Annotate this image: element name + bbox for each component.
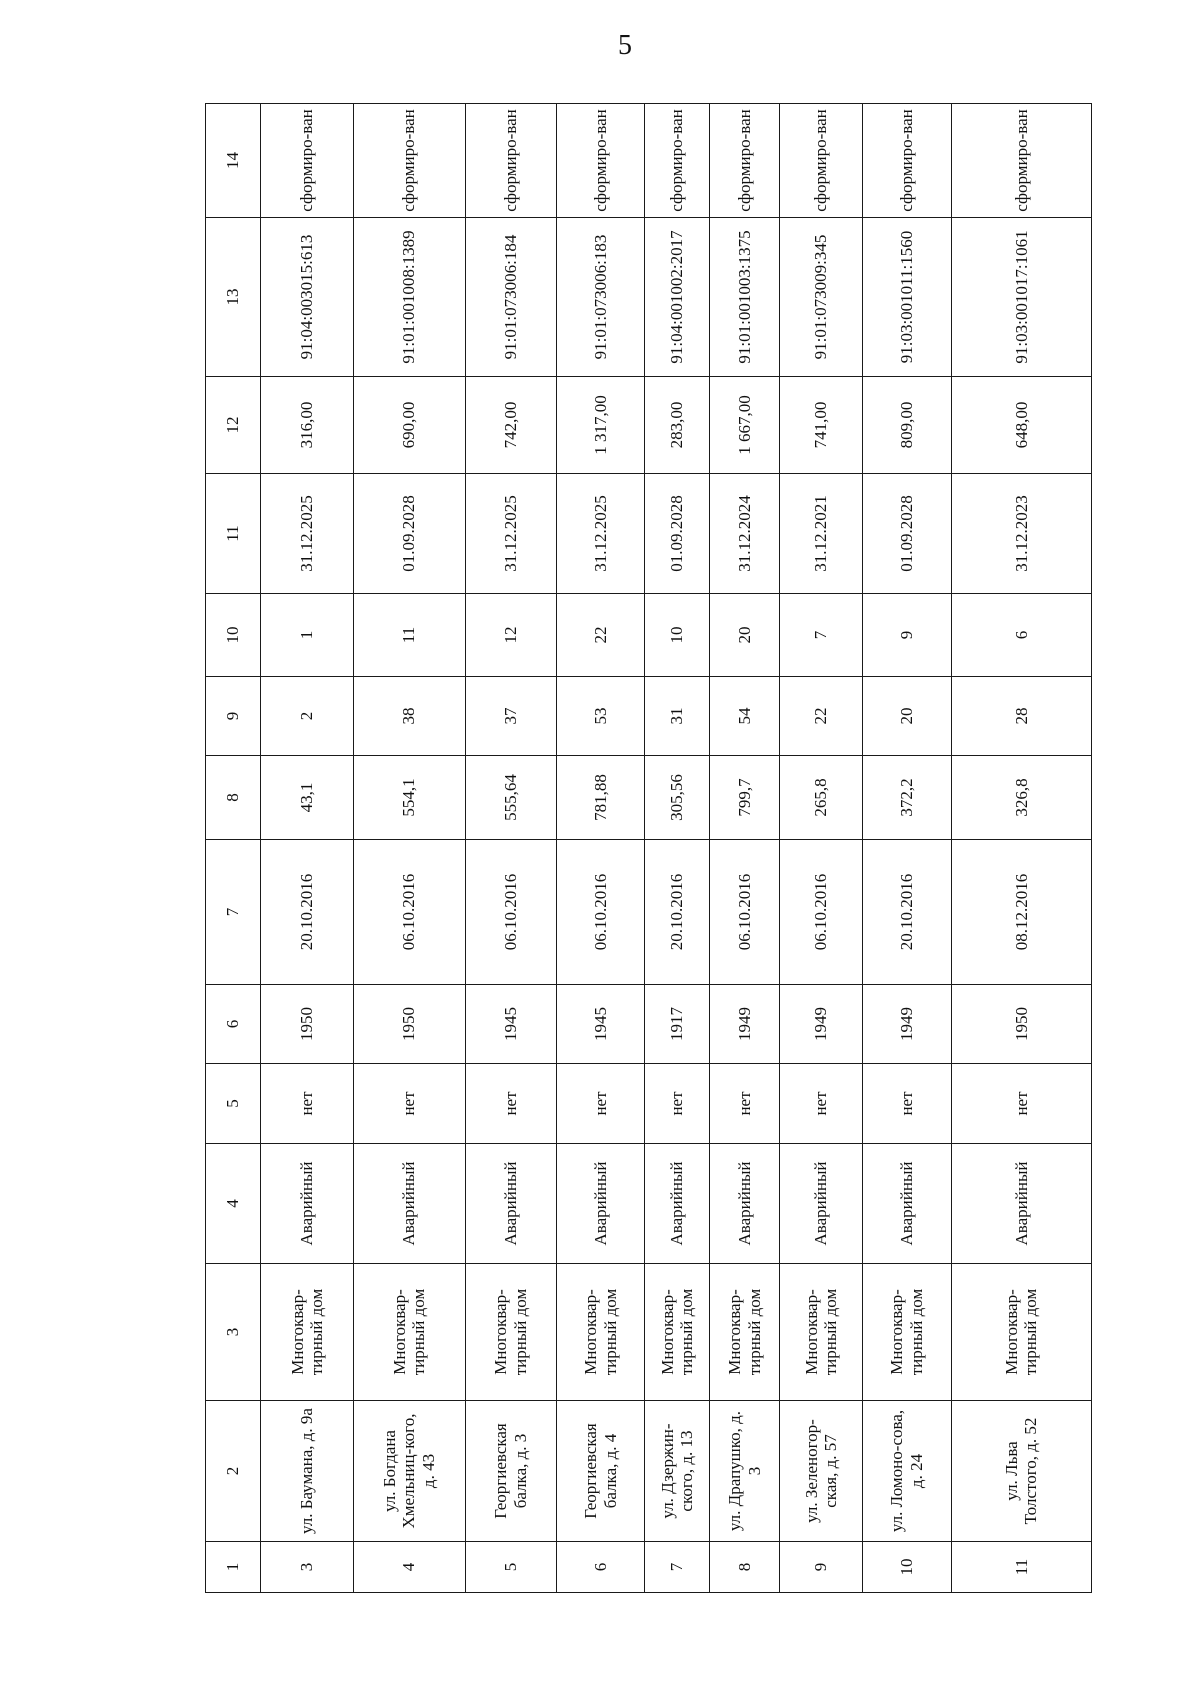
- cell-text: 1950: [399, 1007, 419, 1041]
- table-cell: [951, 677, 1091, 756]
- table-cell: [645, 1064, 710, 1144]
- table-cell: [951, 218, 1091, 377]
- table-cell: [261, 377, 354, 474]
- cell-text: 06.10.2016: [399, 873, 419, 951]
- cell-text: нет: [1011, 1091, 1031, 1116]
- table-cell: [645, 104, 710, 218]
- cell-text: 9: [897, 630, 917, 640]
- cell-text: 01.09.2028: [667, 495, 687, 572]
- table-cell: [556, 1542, 644, 1593]
- cell-text: сформиро-ван: [399, 109, 419, 212]
- table-cell: [261, 1264, 354, 1401]
- cell-text: ул. Богдана Хмельниц-кого, д. 43: [379, 1413, 438, 1529]
- cell-text: 326,8: [1011, 778, 1031, 817]
- table-cell: [556, 594, 644, 677]
- cell-text: 06.10.2016: [811, 873, 831, 951]
- cell-text: сформиро-ван: [1011, 109, 1031, 212]
- cell-text: нет: [297, 1091, 317, 1116]
- cell-text: сформиро-ван: [811, 109, 831, 212]
- cell-text: нет: [897, 1091, 917, 1116]
- cell-text: 8: [735, 1562, 755, 1572]
- table-cell: [780, 1144, 862, 1264]
- cell-text: нет: [399, 1091, 419, 1116]
- table-cell: [465, 218, 556, 377]
- cell-text: 648,00: [1011, 401, 1031, 449]
- cell-text: 1 317,00: [590, 395, 610, 455]
- cell-text: 91:03:001011:1560: [897, 230, 917, 364]
- table-cell: [645, 756, 710, 840]
- page-number: 5: [618, 30, 632, 61]
- cell-text: Многоквар-тирный дом: [887, 1288, 926, 1376]
- table-cell: [261, 1401, 354, 1542]
- table-row: [556, 104, 644, 1593]
- table-cell: [710, 1064, 780, 1144]
- table-cell: [353, 474, 465, 594]
- cell-text: 1950: [297, 1007, 317, 1041]
- cell-text: 31.12.2023: [1011, 495, 1031, 572]
- table-cell: [645, 985, 710, 1064]
- cell-text: Многоквар-тирный дом: [1001, 1288, 1041, 1376]
- table-cell: [951, 1401, 1091, 1542]
- table-cell: [353, 377, 465, 474]
- cell-text: Аварийный: [811, 1161, 831, 1246]
- table-cell: [353, 1144, 465, 1264]
- table-cell: [556, 985, 644, 1064]
- table-row: [780, 104, 862, 1593]
- cell-text: 38: [399, 707, 419, 725]
- table-cell: [780, 985, 862, 1064]
- table-cell: [862, 104, 951, 218]
- cell-text: Аварийный: [297, 1161, 317, 1246]
- cell-text: нет: [667, 1091, 687, 1116]
- cell-text: 01.09.2028: [399, 495, 419, 572]
- cell-text: 2: [297, 711, 317, 721]
- cell-text: 06.10.2016: [501, 873, 520, 951]
- table-cell: [710, 1264, 780, 1401]
- table-cell: [780, 1064, 862, 1144]
- table-row: [710, 104, 780, 1593]
- cell-text: 1 667,00: [735, 395, 755, 455]
- cell-text: Аварийный: [1011, 1161, 1031, 1246]
- table-cell: [862, 1064, 951, 1144]
- cell-text: 54: [735, 707, 755, 725]
- cell-text: 31.12.2025: [501, 495, 520, 572]
- table-cell: [353, 756, 465, 840]
- table-cell: [862, 756, 951, 840]
- table-cell: [465, 1144, 556, 1264]
- cell-text: 1949: [897, 1007, 917, 1041]
- table-row: [951, 104, 1091, 1593]
- cell-text: 799,7: [735, 778, 755, 817]
- table-cell: [710, 1401, 780, 1542]
- table-cell: [645, 1401, 710, 1542]
- column-number-cell: 8: [206, 756, 261, 840]
- cell-text: Многоквар-тирный дом: [657, 1288, 697, 1376]
- cell-text: ул. Драпушко, д. 3: [725, 1410, 764, 1532]
- table-cell: [353, 840, 465, 985]
- cell-text: 22: [590, 626, 610, 644]
- cell-text: 690,00: [399, 401, 419, 449]
- cell-text: 1917: [667, 1007, 687, 1041]
- table-cell: [710, 985, 780, 1064]
- table-cell: [862, 677, 951, 756]
- cell-text: 1949: [811, 1007, 831, 1041]
- cell-text: 91:01:073006:183: [590, 234, 610, 360]
- cell-text: Георгиевская балка, д. 4: [580, 1423, 620, 1519]
- table-cell: [862, 474, 951, 594]
- cell-text: Аварийный: [501, 1161, 520, 1246]
- cell-text: Многоквар-тирный дом: [491, 1288, 530, 1376]
- table-cell: [645, 377, 710, 474]
- table-body: [206, 104, 1092, 1593]
- cell-text: 12: [501, 626, 520, 644]
- table-cell: [780, 104, 862, 218]
- cell-text: 10: [897, 1558, 917, 1576]
- table-row: [465, 104, 556, 1593]
- cell-text: 555,64: [501, 774, 520, 821]
- cell-text: 265,8: [811, 778, 831, 817]
- cell-text: 4: [399, 1562, 419, 1572]
- cell-text: 9: [811, 1562, 831, 1572]
- table-cell: [465, 1264, 556, 1401]
- cell-text: 6: [590, 1562, 610, 1572]
- table-cell: [556, 377, 644, 474]
- table-cell: [261, 474, 354, 594]
- column-number-cell: 1: [206, 1542, 261, 1593]
- cell-text: ул. Льва Толстого, д. 52: [1001, 1417, 1041, 1525]
- cell-text: 1945: [501, 1007, 520, 1041]
- table-cell: [710, 594, 780, 677]
- table-row: [353, 104, 465, 1593]
- table-cell: [261, 985, 354, 1064]
- cell-text: 06.10.2016: [590, 873, 610, 951]
- cell-text: 91:04:001002:2017: [667, 230, 687, 364]
- table-cell: [261, 840, 354, 985]
- cell-text: 37: [501, 707, 520, 725]
- table-cell: [353, 218, 465, 377]
- table-cell: [556, 1264, 644, 1401]
- table-cell: [780, 218, 862, 377]
- table-cell: [780, 474, 862, 594]
- column-number-cell: 2: [206, 1401, 261, 1542]
- table-cell: [556, 1144, 644, 1264]
- table-cell: [951, 756, 1091, 840]
- table-cell: [353, 677, 465, 756]
- table-cell: [951, 474, 1091, 594]
- table-cell: [710, 840, 780, 985]
- cell-text: Георгиевская балка, д. 3: [491, 1423, 530, 1519]
- cell-text: Аварийный: [399, 1161, 419, 1246]
- cell-text: 20.10.2016: [667, 873, 687, 951]
- table-cell: [645, 1144, 710, 1264]
- table-cell: [556, 677, 644, 756]
- cell-text: Аварийный: [897, 1161, 917, 1246]
- cell-text: 1945: [590, 1007, 610, 1041]
- table-cell: [261, 756, 354, 840]
- cell-text: ул. Ломоно-сова, д. 24: [887, 1409, 926, 1533]
- table-cell: [862, 1144, 951, 1264]
- cell-text: Многоквар-тирный дом: [580, 1288, 620, 1376]
- table-cell: [465, 104, 556, 218]
- cell-text: 305,56: [667, 774, 687, 821]
- table-cell: [645, 840, 710, 985]
- column-number-cell: 11: [206, 474, 261, 594]
- cell-text: 3: [297, 1562, 317, 1572]
- cell-text: сформиро-ван: [667, 109, 687, 212]
- table-cell: [710, 756, 780, 840]
- column-number-cell: 9: [206, 677, 261, 756]
- table-cell: [261, 1542, 354, 1593]
- table-cell: [465, 756, 556, 840]
- table-cell: [951, 1144, 1091, 1264]
- cell-text: 283,00: [667, 401, 687, 449]
- cell-text: 28: [1011, 707, 1031, 725]
- table-cell: [353, 104, 465, 218]
- table-cell: [353, 1264, 465, 1401]
- cell-text: 1950: [1011, 1007, 1031, 1041]
- table-cell: [862, 218, 951, 377]
- table-cell: [645, 1542, 710, 1593]
- cell-text: 91:04:003015:613: [297, 234, 317, 360]
- table-cell: [556, 756, 644, 840]
- cell-text: ул. Баумана, д. 9а: [297, 1408, 317, 1534]
- table-cell: [780, 1542, 862, 1593]
- table-cell: [951, 594, 1091, 677]
- table-cell: [261, 104, 354, 218]
- table-cell: [645, 594, 710, 677]
- table-row: [261, 104, 354, 1593]
- table-cell: [465, 1064, 556, 1144]
- cell-text: Многоквар-тирный дом: [389, 1288, 429, 1376]
- table-cell: [465, 677, 556, 756]
- table-cell: [465, 1401, 556, 1542]
- cell-text: 742,00: [501, 401, 520, 449]
- table-cell: [465, 985, 556, 1064]
- table-cell: [951, 104, 1091, 218]
- table-cell: [780, 677, 862, 756]
- table-row: [862, 104, 951, 1593]
- table-cell: [862, 1264, 951, 1401]
- cell-text: нет: [811, 1091, 831, 1116]
- cell-text: 316,00: [297, 401, 317, 449]
- table-cell: [556, 1064, 644, 1144]
- housing-registry-table: [205, 103, 1092, 1593]
- table-cell: [780, 377, 862, 474]
- column-number-cell: 5: [206, 1064, 261, 1144]
- cell-text: ул. Зеленогор-ская, д. 57: [801, 1419, 841, 1523]
- table-cell: [780, 594, 862, 677]
- table-cell: [710, 677, 780, 756]
- cell-text: 22: [811, 707, 831, 725]
- cell-text: 1: [297, 630, 317, 640]
- table-cell: [645, 474, 710, 594]
- table-cell: [261, 1064, 354, 1144]
- table-cell: [780, 1264, 862, 1401]
- table-cell: [353, 985, 465, 1064]
- cell-text: нет: [590, 1091, 610, 1116]
- cell-text: 10: [667, 626, 687, 644]
- table-cell: [353, 1401, 465, 1542]
- cell-text: 31.12.2024: [735, 495, 755, 572]
- column-number-cell: 7: [206, 840, 261, 985]
- cell-text: 20: [897, 707, 917, 725]
- table-cell: [353, 1542, 465, 1593]
- table-cell: [261, 677, 354, 756]
- table-cell: [556, 104, 644, 218]
- table-cell: [951, 1264, 1091, 1401]
- table-cell: [780, 1401, 862, 1542]
- cell-text: 20: [735, 626, 755, 644]
- table-cell: [556, 474, 644, 594]
- cell-text: Аварийный: [667, 1161, 687, 1246]
- table-cell: [710, 474, 780, 594]
- cell-text: 31.12.2021: [811, 495, 831, 572]
- table-cell: [710, 104, 780, 218]
- rotated-table-wrapper: [205, 104, 1092, 1593]
- table-cell: [261, 594, 354, 677]
- cell-text: 20.10.2016: [897, 873, 917, 951]
- cell-text: 91:01:001003:1375: [735, 230, 755, 364]
- cell-text: 809,00: [897, 401, 917, 449]
- column-number-cell: 12: [206, 377, 261, 474]
- table-cell: [862, 1401, 951, 1542]
- table-cell: [645, 218, 710, 377]
- table-cell: [353, 594, 465, 677]
- cell-text: 741,00: [811, 401, 831, 449]
- table-cell: [951, 840, 1091, 985]
- table-cell: [465, 1542, 556, 1593]
- table-cell: [465, 594, 556, 677]
- table-cell: [465, 377, 556, 474]
- cell-text: 91:01:073006:184: [501, 234, 520, 360]
- cell-text: 43,1: [297, 782, 317, 813]
- table-cell: [780, 756, 862, 840]
- table-cell: [645, 1264, 710, 1401]
- table-cell: [862, 594, 951, 677]
- table-cell: [710, 218, 780, 377]
- cell-text: 31.12.2025: [297, 495, 317, 572]
- cell-text: сформиро-ван: [501, 109, 520, 212]
- cell-text: нет: [735, 1091, 755, 1116]
- cell-text: 7: [667, 1562, 687, 1572]
- column-number-cell: 10: [206, 594, 261, 677]
- table-cell: [780, 840, 862, 985]
- table-cell: [465, 474, 556, 594]
- table-cell: [862, 985, 951, 1064]
- table-cell: [951, 1542, 1091, 1593]
- cell-text: 53: [590, 707, 610, 725]
- column-number-row: [206, 104, 261, 1593]
- cell-text: сформиро-ван: [735, 109, 755, 212]
- column-number-cell: 14: [206, 104, 261, 218]
- cell-text: 20.10.2016: [297, 873, 317, 951]
- cell-text: 7: [811, 630, 831, 640]
- cell-text: 06.10.2016: [735, 873, 755, 951]
- cell-text: 6: [1011, 630, 1031, 640]
- cell-text: сформиро-ван: [897, 109, 917, 212]
- table-cell: [556, 1401, 644, 1542]
- table-cell: [951, 1064, 1091, 1144]
- cell-text: сформиро-ван: [590, 109, 610, 212]
- table-cell: [951, 985, 1091, 1064]
- table-cell: [261, 218, 354, 377]
- table-cell: [556, 218, 644, 377]
- table-cell: [710, 377, 780, 474]
- cell-text: сформиро-ван: [297, 109, 317, 212]
- cell-text: Многоквар-тирный дом: [725, 1288, 764, 1376]
- cell-text: 01.09.2028: [897, 495, 917, 572]
- column-number-cell: 6: [206, 985, 261, 1064]
- column-number-cell: 4: [206, 1144, 261, 1264]
- cell-text: 5: [501, 1562, 520, 1572]
- cell-text: 31.12.2025: [590, 495, 610, 572]
- cell-text: 08.12.2016: [1011, 873, 1031, 951]
- column-number-cell: 3: [206, 1264, 261, 1401]
- table-cell: [353, 1064, 465, 1144]
- cell-text: Многоквар-тирный дом: [801, 1288, 841, 1376]
- table-row: [645, 104, 710, 1593]
- cell-text: Многоквар-тирный дом: [287, 1288, 327, 1376]
- cell-text: Аварийный: [735, 1161, 755, 1246]
- table-cell: [645, 677, 710, 756]
- table-cell: [465, 840, 556, 985]
- cell-text: 31: [667, 707, 687, 725]
- table-cell: [556, 840, 644, 985]
- cell-text: Аварийный: [590, 1161, 610, 1246]
- table-cell: [951, 377, 1091, 474]
- table-cell: [862, 840, 951, 985]
- cell-text: ул. Дзержин-ского, д. 13: [657, 1423, 697, 1519]
- cell-text: 11: [1011, 1558, 1031, 1576]
- cell-text: 91:01:001008:1389: [399, 230, 419, 364]
- cell-text: 554,1: [399, 778, 419, 817]
- cell-text: 91:01:073009:345: [811, 234, 831, 360]
- table-cell: [710, 1144, 780, 1264]
- table-cell: [710, 1542, 780, 1593]
- cell-text: 11: [399, 626, 419, 644]
- cell-text: 781,88: [590, 774, 610, 821]
- cell-text: 372,2: [897, 778, 917, 817]
- cell-text: 1949: [735, 1007, 755, 1041]
- table-cell: [862, 1542, 951, 1593]
- cell-text: 91:03:001017:1061: [1011, 230, 1031, 364]
- column-number-cell: 13: [206, 218, 261, 377]
- cell-text: нет: [501, 1091, 520, 1116]
- table-cell: [862, 377, 951, 474]
- table-cell: [261, 1144, 354, 1264]
